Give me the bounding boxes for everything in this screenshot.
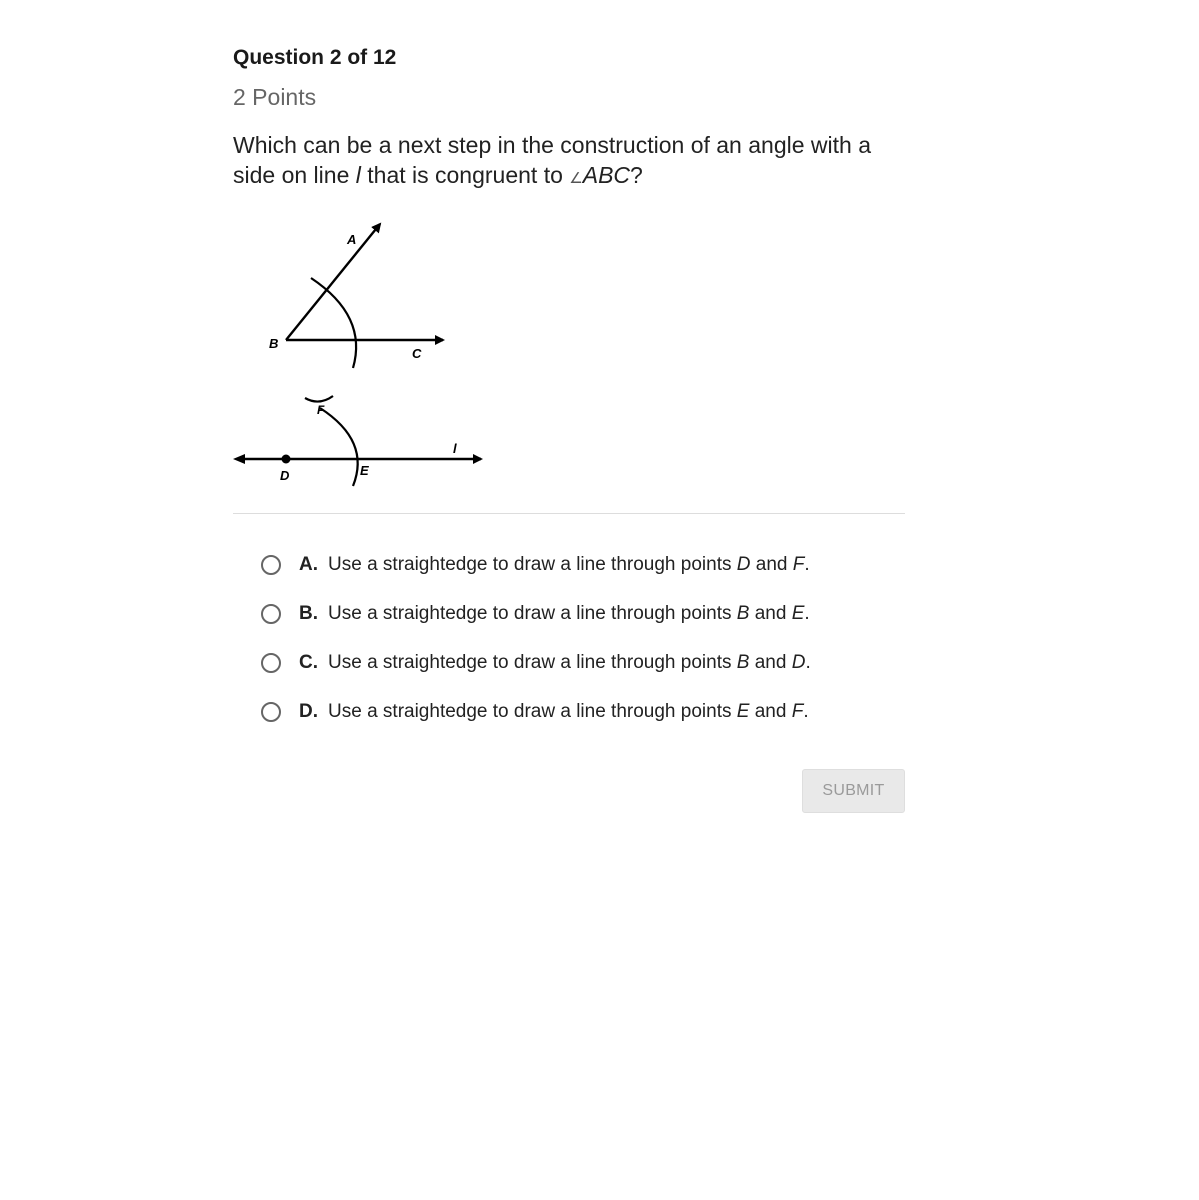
arc-f-cross: [305, 396, 333, 402]
label-point-f: F: [317, 403, 325, 417]
question-points: 2 Points: [233, 84, 317, 110]
choice-text: [328, 603, 810, 625]
choice-text-mid: and: [749, 700, 792, 722]
radio-button-c[interactable]: [261, 653, 281, 673]
choice-text-mid: and: [750, 553, 793, 575]
choice-text-end: .: [803, 700, 809, 722]
choice-text-end: .: [804, 602, 810, 624]
arc-abc: [311, 278, 356, 368]
question-line-name: l: [355, 162, 361, 188]
label-point-e: E: [360, 463, 369, 478]
line-l-left-arrow: [233, 454, 245, 464]
choice-letter: D.: [299, 700, 318, 722]
choice-text: [328, 554, 810, 576]
radio-button-a[interactable]: [261, 555, 281, 575]
choice-text-before: Use a straightedge to draw a line through points: [328, 700, 737, 722]
choice-letter: B.: [299, 602, 318, 624]
label-point-c: C: [412, 346, 422, 361]
choice-point-1: B: [736, 651, 750, 673]
divider: [233, 513, 905, 514]
question-text-part1: Which can be a next step in the construction of an angle with a side on line: [233, 132, 871, 188]
choice-text-before: Use a straightedge to draw a line through points: [328, 602, 737, 624]
question-title: Question 2 of 12: [233, 46, 397, 69]
choice-point-2: F: [792, 553, 805, 575]
question-text: [233, 130, 905, 194]
point-d: [282, 455, 291, 464]
choice-point-1: D: [736, 553, 751, 575]
choice-point-2: D: [791, 651, 806, 673]
label-point-d: D: [280, 468, 290, 483]
construction-figure: [233, 216, 503, 496]
choice-point-2: F: [791, 700, 804, 722]
choice-text-before: Use a straightedge to draw a line through points: [328, 651, 737, 673]
answer-choices: [261, 540, 901, 736]
label-line-l: l: [453, 441, 457, 456]
choice-text-mid: and: [749, 602, 792, 624]
question-text-part3: ?: [630, 162, 643, 188]
radio-button-d[interactable]: [261, 702, 281, 722]
choice-a[interactable]: [261, 540, 901, 589]
choice-text-before: Use a straightedge to draw a line through points: [328, 553, 737, 575]
label-point-b: B: [269, 336, 279, 351]
choice-c[interactable]: [261, 638, 901, 687]
choice-point-1: E: [736, 700, 750, 722]
choice-b[interactable]: [261, 589, 901, 638]
label-point-a: A: [347, 232, 357, 247]
ray-ba: [286, 224, 380, 340]
angle-symbol: ∠: [569, 170, 583, 187]
question-panel: [233, 44, 905, 799]
choice-text: [328, 701, 809, 723]
question-text-part2: that is congruent to: [360, 162, 570, 188]
question-angle-name: ABC: [582, 162, 631, 188]
choice-d[interactable]: [261, 687, 901, 736]
choice-letter: A.: [299, 553, 318, 575]
submit-button[interactable]: SUBMIT: [802, 769, 905, 813]
choice-text: [328, 652, 811, 674]
choice-text-mid: and: [749, 651, 792, 673]
choice-point-2: E: [791, 602, 805, 624]
arc-def: [320, 408, 358, 486]
choice-text-end: .: [804, 553, 810, 575]
choice-point-1: B: [736, 602, 750, 624]
radio-button-b[interactable]: [261, 604, 281, 624]
choice-letter: C.: [299, 651, 318, 673]
choice-text-end: .: [805, 651, 811, 673]
